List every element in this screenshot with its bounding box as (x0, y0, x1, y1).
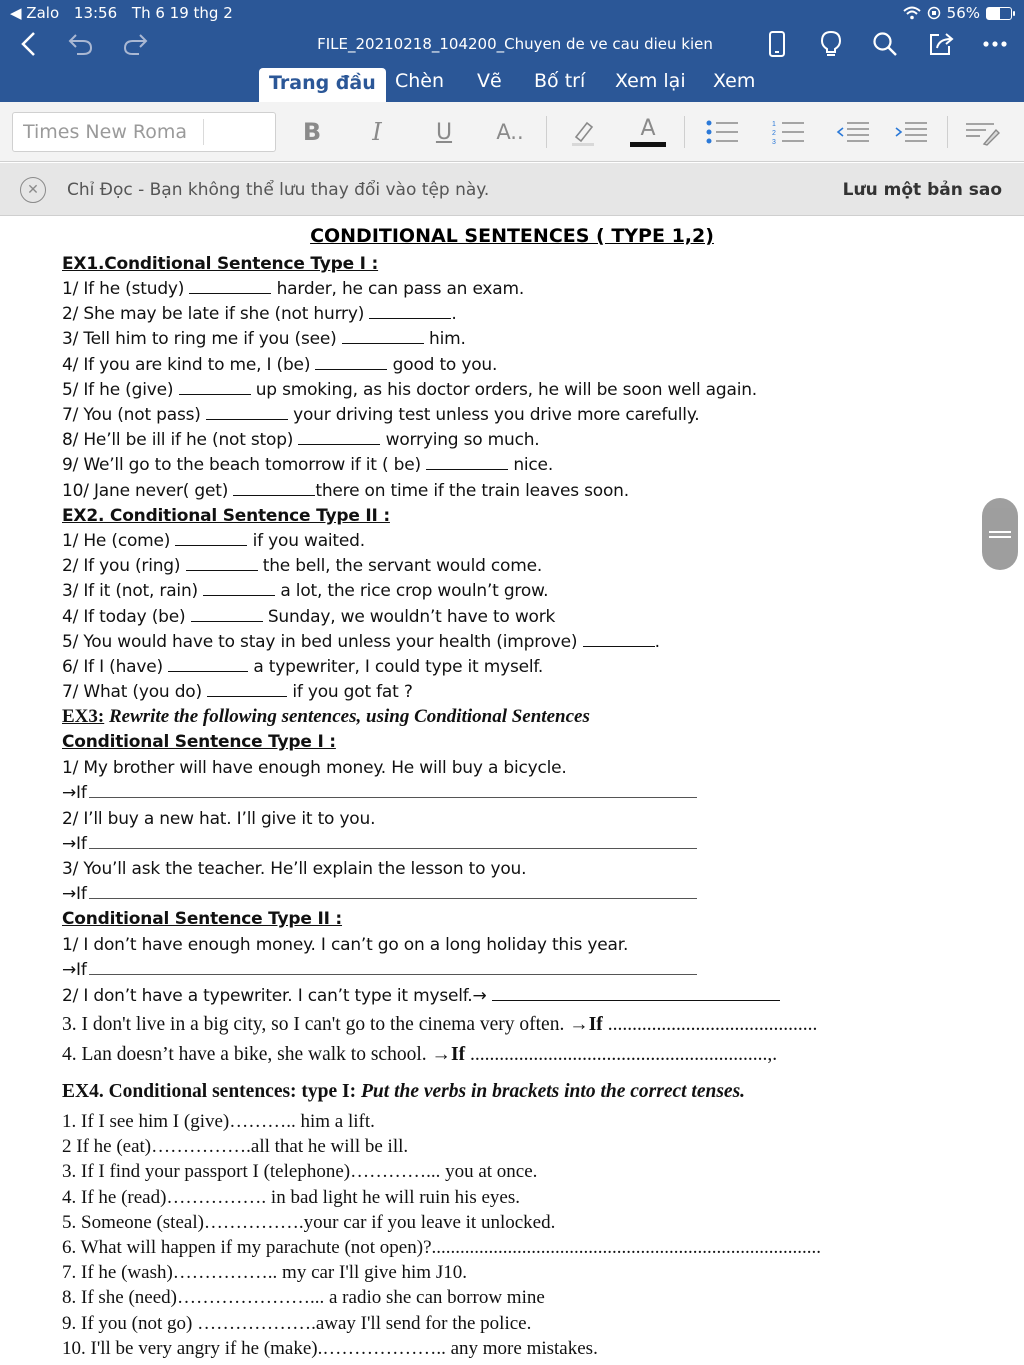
ex2-item (62, 531, 365, 551)
ex2-item (62, 581, 548, 601)
answer-blank[interactable] (168, 658, 248, 672)
ex4-item: 10. I'll be very angry if he (make).……………….. any more mistakes. (62, 1337, 598, 1359)
answer-blank[interactable] (492, 987, 780, 1001)
ex3-heading (62, 706, 590, 728)
answer-dots[interactable]: ........................................... (602, 1014, 818, 1035)
underline-button[interactable]: U (435, 119, 453, 145)
item-tail: a lot, the rice crop wouln’t grow. (275, 581, 549, 602)
ex1-item (62, 430, 540, 450)
answer-blank[interactable] (315, 356, 387, 370)
ex3-type1-item: 3/ You’ll ask the teacher. He’ll explain the lesson to you. (62, 859, 527, 879)
orientation-lock-icon (927, 6, 941, 20)
answer-blank[interactable] (298, 431, 380, 445)
lightbulb-icon[interactable] (814, 28, 848, 60)
item-prompt: 7/ You (not pass) (62, 405, 206, 425)
ex2-item (62, 682, 413, 702)
ribbon-divider (684, 116, 685, 148)
item-tail: . (451, 304, 457, 325)
ex2-item (62, 657, 543, 677)
answer-dots[interactable]: .............................................................,. (465, 1044, 778, 1065)
answer-line (62, 834, 697, 854)
svg-text:1: 1 (772, 121, 776, 128)
bullet-list-icon[interactable] (702, 114, 742, 150)
item-tail: . (654, 631, 660, 652)
ex3-type2-text: 4. Lan doesn’t have a bike, she walk to school. (62, 1044, 432, 1065)
ex3-type2-item (62, 986, 780, 1006)
document-title: FILE_20210218_104200_Chuyen de ve cau dieu kien (317, 35, 713, 53)
item-prompt: 9/ We’ll go to the beach tomorrow if it ( be) (62, 455, 427, 476)
styles-icon[interactable] (962, 114, 1002, 150)
answer-blank[interactable] (186, 557, 258, 571)
answer-line (62, 783, 697, 803)
more-icon[interactable] (978, 28, 1012, 60)
item-tail: a typewriter, I could type it myself. (248, 657, 544, 677)
ex4-item: 9. If you (not go) ……………….away I'll send for the police. (62, 1312, 532, 1334)
ex3-type2-text: 3. I don't live in a big city, so I can't go to the cinema very often. (62, 1014, 570, 1035)
ex3-type1-item: 2/ I’ll buy a new hat. I’ll give it to you. (62, 808, 376, 829)
font-name-value: Times New Roma (23, 121, 188, 143)
ex3-label: EX3: (62, 706, 105, 727)
ex4-item: 7. If he (wash)…………….. my car I'll give him J10. (62, 1262, 467, 1284)
status-bar (0, 0, 1024, 26)
item-tail: up smoking, as his doctor orders, he will be soon well again. (250, 379, 758, 400)
ex1-item (62, 405, 699, 425)
document-page[interactable] (0, 217, 1024, 1365)
item-tail: if you got fat ? (287, 682, 413, 703)
ex3-type2-item (62, 1044, 777, 1066)
answer-line (62, 960, 697, 980)
worksheet-title: CONDITIONAL SENTENCES ( TYPE 1,2) (310, 225, 714, 247)
ex1-item (62, 355, 497, 375)
ex4-heading (62, 1081, 745, 1103)
ribbon-divider (947, 116, 948, 148)
read-only-message: Chỉ Đọc - Bạn không thể lưu thay đổi vào tệp này. (67, 180, 490, 200)
tab-review[interactable]: Xem lại (615, 70, 686, 92)
item-prompt: 5/ If he (give) (62, 379, 179, 400)
ex4-instruction: Put the verbs in brackets into the correct tenses. (361, 1081, 746, 1102)
answer-blank[interactable] (583, 633, 655, 647)
item-tail: good to you. (387, 354, 498, 375)
answer-blank[interactable] (191, 608, 263, 622)
item-prompt: 7/ What (you do) (62, 682, 208, 703)
redo-icon[interactable] (118, 28, 152, 60)
answer-blank[interactable] (179, 381, 251, 395)
bold-button[interactable]: B (302, 118, 322, 146)
ex2-heading: EX2. Conditional Sentence Type II : (62, 506, 390, 526)
item-tail: your driving test unless you drive more carefully. (287, 405, 700, 425)
item-prompt: 1/ If he (study) (62, 279, 190, 299)
arrow-if: →If (62, 783, 87, 803)
tab-layout[interactable]: Bố trí (534, 70, 586, 92)
read-only-banner (0, 163, 1024, 216)
answer-blank[interactable] (206, 406, 288, 420)
ex3-type2-item (62, 1014, 817, 1036)
ex1-item (62, 304, 457, 324)
svg-text:2: 2 (772, 130, 776, 137)
svg-text:3: 3 (772, 139, 776, 145)
tablet-icon[interactable] (760, 28, 794, 60)
title-bar (0, 26, 1024, 64)
answer-blank[interactable] (426, 456, 508, 470)
answer-blank[interactable] (369, 305, 451, 319)
wifi-icon (903, 6, 921, 20)
app-header (0, 0, 1024, 102)
battery-percent: 56% (946, 4, 980, 22)
battery-icon (986, 7, 1012, 20)
item-prompt: 8/ He’ll be ill if he (not stop) (62, 430, 299, 451)
item-tail: Sunday, we wouldn’t have to work (262, 606, 556, 627)
item-prompt: 6/ If I (have) (62, 657, 169, 677)
arrow-if: →If (569, 1014, 603, 1035)
answer-blank[interactable] (175, 532, 247, 546)
ex4-item: 6. What will happen if my parachute (not open)?.................................................................................. (62, 1237, 821, 1258)
ex4-item: 3. If I find your passport I (telephone)…………... you at once. (62, 1161, 538, 1183)
ex4-item: 2 If he (eat)…………….all that he will be ill. (62, 1136, 409, 1158)
ex1-item (62, 380, 757, 400)
decrease-indent-icon[interactable] (832, 114, 872, 150)
numbered-list-icon[interactable] (768, 114, 808, 150)
font-size-button[interactable]: A.. (496, 120, 524, 144)
ribbon-tabs (0, 66, 1024, 102)
back-to-app-link[interactable]: ◀ Zalo (10, 4, 60, 22)
ex4-item: 5. Someone (steal)…………….your car if you leave it unlocked. (62, 1211, 556, 1233)
ex4-item: 8. If she (need)…………………... a radio she can borrow mine (62, 1287, 545, 1309)
increase-indent-icon[interactable] (890, 114, 930, 150)
ribbon-divider (546, 116, 547, 148)
arrow-if: →If (431, 1044, 466, 1065)
answer-blank[interactable] (189, 280, 271, 294)
answer-blank[interactable] (89, 835, 697, 849)
ex4-item: 4. If he (read)……………. in bad light he will ruin his eyes. (62, 1186, 521, 1208)
answer-blank[interactable] (342, 330, 424, 344)
arrow-if: →If (62, 960, 87, 980)
undo-icon[interactable] (64, 28, 98, 60)
item-tail: him. (423, 329, 466, 350)
ex3-type2-item: 1/ I don’t have enough money. I can’t go on a long holiday this year. (62, 935, 629, 955)
font-color-swatch (630, 142, 666, 147)
ex3-type1-heading: Conditional Sentence Type I : (62, 732, 336, 752)
ex1-item (62, 481, 629, 501)
back-chevron-icon[interactable] (12, 28, 46, 60)
ex2-item (62, 556, 542, 576)
ex3-type2-heading: Conditional Sentence Type II : (62, 909, 343, 929)
item-prompt: 5/ You would have to stay in bed unless your health (improve) (62, 631, 583, 652)
battery-level (987, 8, 1000, 19)
answer-blank[interactable] (89, 885, 697, 899)
tab-draw[interactable]: Vẽ (477, 70, 502, 92)
ex1-item (62, 329, 466, 349)
font-size-divider (203, 119, 204, 145)
ex1-heading: EX1.Conditional Sentence Type I : (62, 254, 379, 274)
item-tail: nice. (508, 455, 554, 476)
item-prompt: 4/ If today (be) (62, 606, 191, 627)
item-prompt: 2/ She may be late if she (not hurry) (62, 304, 370, 325)
ex3-type1-item: 1/ My brother will have enough money. He will buy a bicycle. (62, 758, 567, 778)
ex3-type2-text: 2/ I don’t have a typewriter. I can’t type it myself.→ (62, 986, 492, 1006)
answer-line (62, 884, 697, 904)
ex4-item: 1. If I see him I (give)……….. him a lift. (62, 1111, 375, 1132)
answer-blank[interactable] (89, 961, 697, 975)
answer-blank[interactable] (233, 482, 315, 496)
answer-blank[interactable] (207, 683, 287, 697)
answer-blank[interactable] (89, 784, 697, 798)
formatting-ribbon (0, 102, 1024, 162)
item-prompt: 3/ If it (not, rain) (62, 581, 204, 602)
ex2-item (62, 632, 660, 652)
status-time: 13:56 (73, 4, 118, 22)
item-tail: the bell, the servant would come. (257, 556, 543, 577)
arrow-if: →If (62, 884, 87, 904)
share-icon[interactable] (924, 28, 958, 60)
item-tail: harder, he can pass an exam. (271, 279, 525, 299)
search-icon[interactable] (868, 28, 902, 60)
tab-insert[interactable]: Chèn (395, 70, 445, 92)
ex3-instruction: Rewrite the following sentences, using Conditional Sentences (104, 706, 590, 727)
item-prompt: 2/ If you (ring) (62, 556, 186, 577)
status-date: Th 6 19 thg 2 (131, 4, 233, 22)
save-copy-button[interactable]: Lưu một bản sao (842, 180, 1002, 200)
item-prompt: 3/ Tell him to ring me if you (see) (62, 329, 342, 350)
answer-blank[interactable] (203, 582, 275, 596)
ex1-item (62, 279, 524, 299)
ex1-item (62, 455, 553, 475)
ex4-title: EX4. Conditional sentences: type I: (62, 1081, 362, 1102)
tab-home[interactable]: Trang đầu (259, 68, 386, 102)
scroll-handle[interactable] (982, 498, 1018, 570)
font-color-button[interactable] (628, 114, 668, 150)
item-tail: worrying so much. (380, 430, 540, 451)
arrow-if: →If (62, 833, 87, 854)
close-icon[interactable]: ✕ (20, 177, 46, 203)
item-tail: there on time if the train leaves soon. (315, 480, 629, 501)
italic-button[interactable]: I (372, 118, 382, 146)
item-prompt: 10/ Jane never( get) (62, 480, 234, 501)
ex2-item (62, 607, 555, 627)
item-prompt: 1/ He (come) (62, 531, 176, 551)
font-color-letter: A (640, 115, 656, 141)
item-prompt: 4/ If you are kind to me, I (be) (62, 354, 316, 375)
tab-view[interactable]: Xem (713, 70, 756, 92)
font-name-box[interactable] (12, 112, 276, 152)
item-tail: if you waited. (247, 531, 365, 551)
highlighter-icon[interactable] (563, 114, 603, 150)
